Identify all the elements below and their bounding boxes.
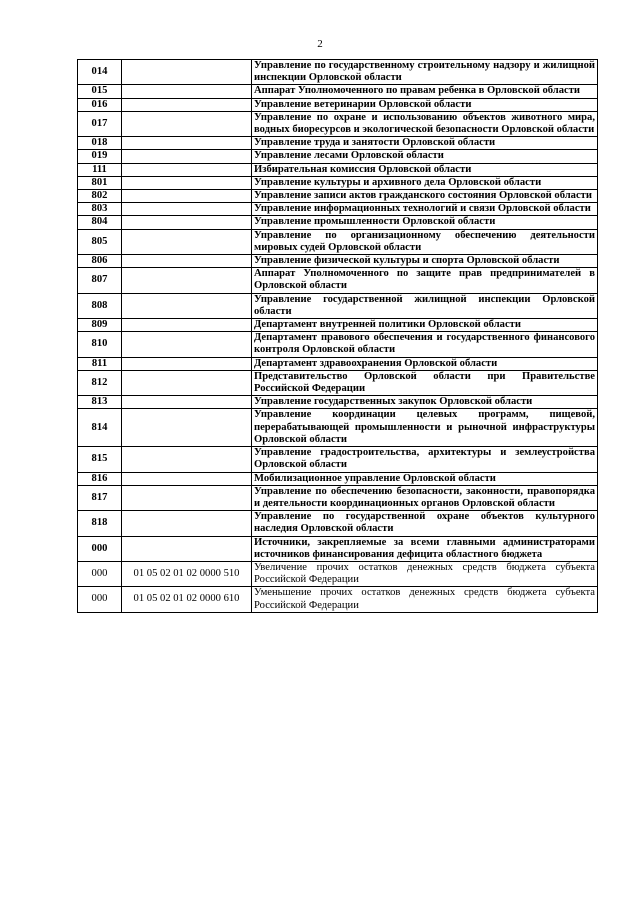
table-row [78, 216, 598, 229]
name-cell: Мобилизационное управление Орловской области [252, 472, 598, 485]
table-row [78, 150, 598, 163]
code-cell: 801 [78, 176, 122, 189]
table-row [78, 176, 598, 189]
code-cell: 811 [78, 357, 122, 370]
kbk-cell [122, 111, 252, 136]
name-cell: Департамент здравоохранения Орловской области [252, 357, 598, 370]
table-row [78, 111, 598, 136]
name-cell: Управление по государственному строительному надзору и жилищной инспекции Орловской области [252, 60, 598, 85]
code-cell: 017 [78, 111, 122, 136]
table-row [78, 357, 598, 370]
administrators-table [77, 59, 598, 613]
code-cell: 807 [78, 268, 122, 293]
kbk-cell [122, 150, 252, 163]
name-cell: Департамент внутренней политики Орловской области [252, 319, 598, 332]
kbk-cell [122, 176, 252, 189]
name-cell: Управление государственных закупок Орловской области [252, 396, 598, 409]
kbk-cell [122, 485, 252, 510]
kbk-cell [122, 137, 252, 150]
table-row [78, 319, 598, 332]
table-row [78, 370, 598, 395]
kbk-cell [122, 511, 252, 536]
name-cell: Аппарат Уполномоченного по защите прав предпринимателей в Орловской области [252, 268, 598, 293]
name-cell: Управление ветеринарии Орловской области [252, 98, 598, 111]
table-row [78, 85, 598, 98]
table-row [78, 137, 598, 150]
kbk-cell [122, 319, 252, 332]
table-row [78, 511, 598, 536]
name-cell: Управление по государственной охране объектов культурного наследия Орловской области [252, 511, 598, 536]
table-row [78, 447, 598, 472]
kbk-cell [122, 396, 252, 409]
table-row [78, 163, 598, 176]
name-cell: Управление промышленности Орловской области [252, 216, 598, 229]
name-cell: Управление градостроительства, архитектуры и землеустройства Орловской области [252, 447, 598, 472]
name-cell: Представительство Орловской области при Правительстве Российской Федерации [252, 370, 598, 395]
kbk-cell [122, 163, 252, 176]
code-cell: 814 [78, 409, 122, 447]
name-cell: Управление труда и занятости Орловской области [252, 137, 598, 150]
code-cell: 804 [78, 216, 122, 229]
code-cell: 000 [78, 587, 122, 612]
name-cell: Департамент правового обеспечения и государственного финансового контроля Орловской области [252, 332, 598, 357]
kbk-cell [122, 370, 252, 395]
table-row [78, 190, 598, 203]
code-cell: 812 [78, 370, 122, 395]
code-cell: 015 [78, 85, 122, 98]
kbk-cell [122, 229, 252, 254]
kbk-cell: 01 05 02 01 02 0000 610 [122, 587, 252, 612]
table-body [78, 60, 598, 613]
name-cell: Уменьшение прочих остатков денежных средств бюджета субъекта Российской Федерации [252, 587, 598, 612]
code-cell: 810 [78, 332, 122, 357]
kbk-cell [122, 216, 252, 229]
kbk-cell [122, 293, 252, 318]
kbk-cell [122, 98, 252, 111]
kbk-cell [122, 472, 252, 485]
kbk-cell [122, 85, 252, 98]
kbk-cell [122, 203, 252, 216]
code-cell: 803 [78, 203, 122, 216]
kbk-cell [122, 536, 252, 561]
name-cell: Управление государственной жилищной инспекции Орловской области [252, 293, 598, 318]
table-row [78, 561, 598, 586]
name-cell: Управление информационных технологий и связи Орловской области [252, 203, 598, 216]
name-cell: Аппарат Уполномоченного по правам ребенка в Орловской области [252, 85, 598, 98]
table-row [78, 60, 598, 85]
name-cell: Управление по обеспечению безопасности, законности, правопорядка и деятельности координационных органов Орловской области [252, 485, 598, 510]
table-row [78, 409, 598, 447]
table-row [78, 229, 598, 254]
kbk-cell [122, 447, 252, 472]
code-cell: 816 [78, 472, 122, 485]
name-cell: Избирательная комиссия Орловской области [252, 163, 598, 176]
code-cell: 000 [78, 561, 122, 586]
code-cell: 016 [78, 98, 122, 111]
code-cell: 000 [78, 536, 122, 561]
name-cell: Управление записи актов гражданского состояния Орловской области [252, 190, 598, 203]
code-cell: 019 [78, 150, 122, 163]
code-cell: 018 [78, 137, 122, 150]
kbk-cell [122, 357, 252, 370]
kbk-cell [122, 190, 252, 203]
table-row [78, 268, 598, 293]
code-cell: 802 [78, 190, 122, 203]
name-cell: Управление культуры и архивного дела Орловской области [252, 176, 598, 189]
table-row [78, 587, 598, 612]
kbk-cell [122, 268, 252, 293]
code-cell: 808 [78, 293, 122, 318]
table-row [78, 98, 598, 111]
table-row [78, 332, 598, 357]
table-row [78, 472, 598, 485]
table-row [78, 255, 598, 268]
code-cell: 809 [78, 319, 122, 332]
name-cell: Управление по организационному обеспечению деятельности мировых судей Орловской области [252, 229, 598, 254]
name-cell: Источники, закрепляемые за всеми главными администраторами источников финансирования дефицита областного бюджета [252, 536, 598, 561]
kbk-cell: 01 05 02 01 02 0000 510 [122, 561, 252, 586]
table-row [78, 485, 598, 510]
kbk-cell [122, 409, 252, 447]
code-cell: 806 [78, 255, 122, 268]
kbk-cell [122, 332, 252, 357]
code-cell: 815 [78, 447, 122, 472]
name-cell: Управление по охране и использованию объектов животного мира, водных биоресурсов и экологической безопасности Орловской области [252, 111, 598, 136]
name-cell: Управление лесами Орловской области [252, 150, 598, 163]
name-cell: Управление физической культуры и спорта Орловской области [252, 255, 598, 268]
name-cell: Увеличение прочих остатков денежных средств бюджета субъекта Российской Федерации [252, 561, 598, 586]
page-number: 2 [317, 38, 323, 50]
table-row [78, 396, 598, 409]
code-cell: 805 [78, 229, 122, 254]
table-row [78, 203, 598, 216]
code-cell: 014 [78, 60, 122, 85]
code-cell: 818 [78, 511, 122, 536]
table-row [78, 536, 598, 561]
code-cell: 817 [78, 485, 122, 510]
table-row [78, 293, 598, 318]
name-cell: Управление координации целевых программ, пищевой, перерабатывающей промышленности и рыночной инфраструктуры Орловской области [252, 409, 598, 447]
kbk-cell [122, 60, 252, 85]
code-cell: 813 [78, 396, 122, 409]
code-cell: 111 [78, 163, 122, 176]
kbk-cell [122, 255, 252, 268]
